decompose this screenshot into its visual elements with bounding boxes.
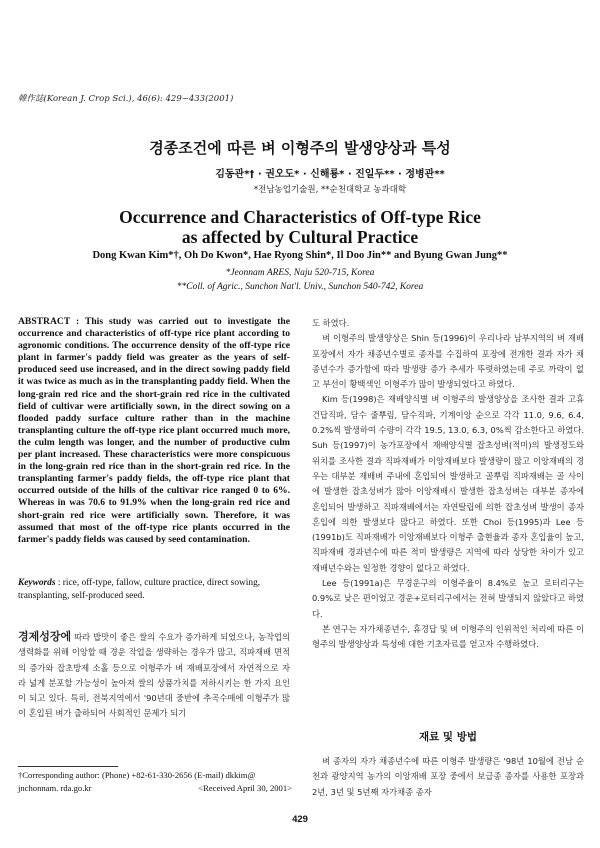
footnote-email-tail: jnchonnam. rda.go.kr: [18, 782, 92, 793]
korean-affiliation: *전남농업기술원, **순천대학교 농과대학: [253, 185, 407, 195]
journal-header: 韓作誌(Korean J. Crop Sci.), 46(6): 429~433(2001): [18, 94, 234, 104]
intro-left-text: 따라 밥맛이 좋은 쌀의 수요가 증가하게 되었으나, 농작업의 생력화를 위해 이앙할 때 경운 작업을 생략하는 경우가 많고, 직파재배 면적의 증가와 잡초방제 소홀 등으로 이형주가 벼 재배포장에서 자연적으로 자라 넓게 분포할 가능성이 높아져 쌀의 상품가치를 저하시키는 한 가지 요인이 되고 있다. 특히, 전북지역에서 '90년대 중반에 추곡수매에 이형주가 많이 혼입된 벼가 출하되어 사회적인 문제가 되기: [18, 632, 290, 719]
paragraph-1: 벼 이형주의 발생양상은 Shin 등(1996)이 우리나라 남부지역의 벼 재배포장에서 자가 채종년수별로 종자를 수집하여 포장에 전개한 결과 자가 채종년수가 증가함에 따라 발생량 증가 추세가 뚜렷하였는데 주로 까락이 없고 부선이 황백색인 이형주가 많이 발생되었다고 하였다.: [312, 333, 584, 390]
intro-lead-word: 경제성장에: [18, 630, 72, 643]
footnote-line-2: [18, 782, 292, 795]
paragraph-5: 벼 종자의 자가 채종년수에 따른 이형주 발생량은 '98년 10월에 전남 순천과 광양지역 농가의 이앙재배 포장 중에서 보급종 종자를 사용한 포장과 2년, 3년 및 5년째 자가채종 종자: [312, 756, 584, 797]
abstract-label: ABSTRACT :: [18, 316, 80, 327]
intro-right-column: [312, 316, 584, 653]
english-title-line-1: Occurrence and Characteristics of Off-type Rice: [119, 207, 481, 227]
footnote-line-1: †Corresponding author: (Phone) +82-61-330-2656 (E-mail) dkkim@: [18, 770, 256, 780]
paragraph-3: Lee 등(1991a)은 무경운구의 이형주율이 8.4%로 높고 로터리구는 0.9%로 낮은 편이었고 경운+로터리구에서는 전혀 발생되지 않았다고 하였다.: [312, 578, 584, 619]
corresponding-footnote: [18, 769, 292, 794]
section-heading-methods: 재료 및 방법: [418, 731, 478, 743]
abstract: [18, 316, 290, 546]
korean-authors: 김동관*† · 권오도* · 신해룡* · 진일두** · 정병관**: [215, 169, 445, 180]
english-title: [0, 207, 600, 247]
abstract-text: This study was carried out to investigate the occurrence and characteristics of off-type rice plant according to agronomic conditions. The occurrence density of the off-type rice plant in farmer's paddy field was greater as the years of self-produced seed use increased, and in the direct sowing paddy field it was twice as much as in the transplanting paddy field. When the long-grain red rice and the short-grain red rice in the cultivated field of cultivar were artificially sown, in the direct sowing on a flooded paddy surface culture rather than in the machine transplanting culture the off-type rice plant occurred much more, the culm length was longer, and the number of productive culm per plant increased. These characteristics were more conspicuous in the long-grain red rice than in the short-grain red rice. In the transplanting farmer's paddy fields, the off-type rice plant that occurred outside of the hills of the cultivar rice ranged 0 to 6%. Whereas in was 70.6 to 91.9% when the long-grain red rice and short-grain red rice were artificially sown. Therefore, it was assumed that most of the off-type rice plants occurred in the farmer's paddy fields was caused by seed contamination.: [18, 316, 290, 545]
keywords-label: Keywords: [18, 578, 56, 588]
english-affiliation-1: *Jeonnam ARES, Naju 520-715, Korea: [225, 268, 375, 278]
paragraph-0: 도 하였다.: [312, 318, 350, 328]
keywords: [18, 577, 290, 602]
methods-column: [312, 754, 584, 800]
footnote-divider: [18, 766, 118, 767]
english-authors: Dong Kwan Kim*†, Oh Do Kwon*, Hae Ryong Shin*, Il Doo Jin** and Byung Gwan Jung**: [92, 250, 508, 261]
paragraph-2: Kim 등(1998)은 재배양식별 벼 이형주의 발생양상을 조사한 결과 고휴건답직파, 담수 줄뿌림, 담수직파, 기계이앙 순으로 각각 11.0, 9.6, 6.4, 0.2%씩 발생하여 수량이 각각 19.5, 13.0, 6.3, 0%씩 감소한다고 하였다. Suh 등(1997)이 농가포장에서 재배양식별 잡초성벼(적미)의 발생정도와 위치를 조사한 결과 직파재배가 이앙재배보다 발생량이 많고 이앙재배의 경우는 대부분 재배벼 주내에 혼입되어 발생하고 골뿌림 직파재배는 골 사이에 발생한 잡초성벼가 많아 이앙재배시 발생한 잡초성벼는 대부분 종자에 혼입되어 발생하고 직파재배에서는 자연탈립에 의한 잡초성벼 발생이 종자혼입에 의한 발생보다 많다고 하였다. 또한 Choi 등(1995)과 Lee 등(1991b)도 직파재배가 이앙재배보다 이형주 출현율과 종자 혼입율이 높고, 직파재배 경과년수에 따른 적미 발생량은 지역에 따라 상당한 차이가 있고 재배년수와는 일정한 경향이 없다고 하였다.: [312, 394, 584, 573]
page-number: 429: [292, 814, 308, 825]
paragraph-4: 본 연구는 자가채종년수, 휴경답 및 벼 이형주의 인위적인 처리에 따른 이형주의 발생양상과 특성에 대한 기초자료를 얻고자 수행하였다.: [312, 623, 584, 650]
intro-left-column: [18, 629, 290, 722]
keywords-text: : rice, off-type, fallow, culture practice, direct sowing, transplanting, self-produced seed.: [18, 578, 261, 601]
english-affiliation-2: **Coll. of Agric., Sunchon Nat'l. Univ., Sunchon 540-742, Korea: [176, 282, 424, 292]
korean-title: 경종조건에 따른 벼 이형주의 발생양상과 특성: [149, 139, 451, 157]
english-affiliation: [0, 266, 600, 294]
english-title-line-2: as affected by Cultural Practice: [181, 227, 419, 247]
received-date: <Received April 30, 2001>: [198, 782, 292, 793]
